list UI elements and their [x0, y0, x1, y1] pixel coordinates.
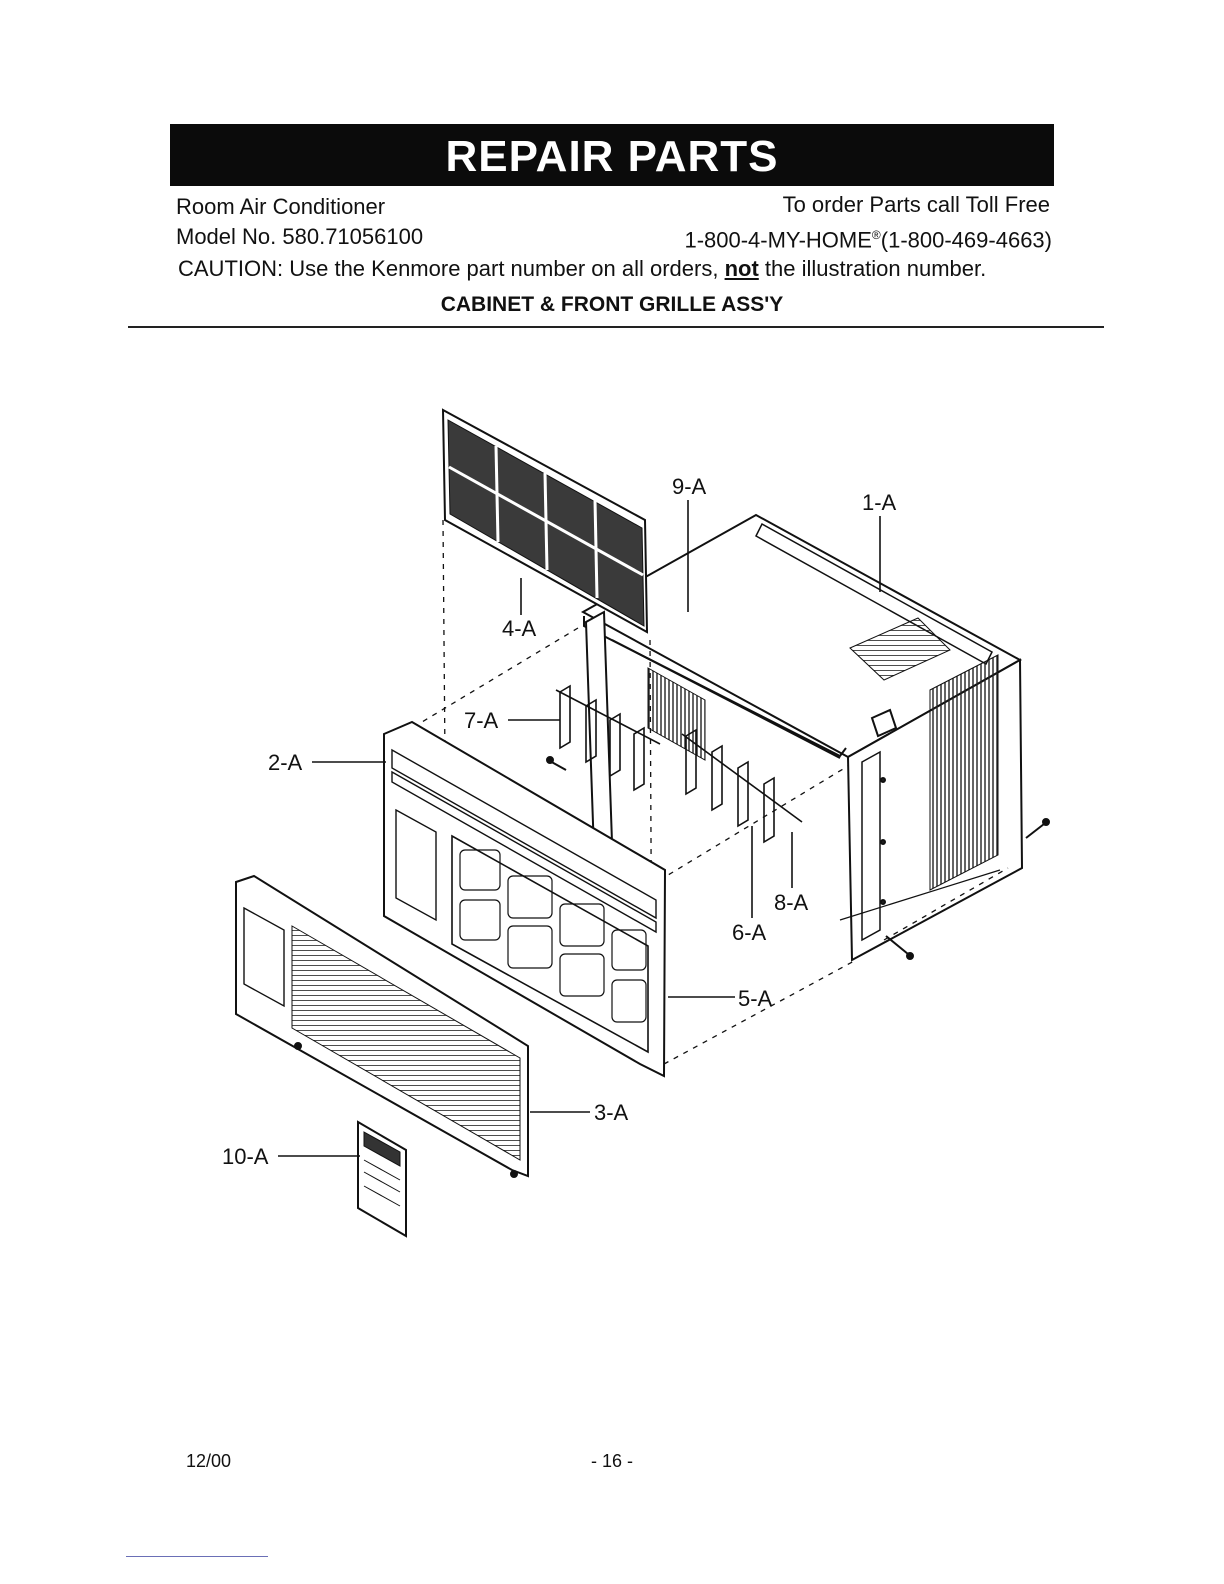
callout-3a: 3-A: [594, 1100, 629, 1125]
louver-right: [682, 730, 802, 842]
callout-4a: 4-A: [502, 616, 537, 641]
caution-suffix: the illustration number.: [764, 256, 987, 281]
order-prefix: To order: [782, 192, 864, 217]
order-parts: Parts: [869, 192, 921, 217]
callout-7a: 7-A: [464, 708, 499, 733]
phone-main: 1-800-4-MY-HOME: [684, 227, 872, 253]
callout-8a: 8-A: [774, 890, 809, 915]
callout-1a: 1-A: [862, 490, 897, 515]
section-title: CABINET & FRONT GRILLE ASS'Y: [440, 293, 784, 316]
callout-5a: 5-A: [738, 986, 773, 1011]
callout-6a: 6-A: [732, 920, 767, 945]
page-title: REPAIR PARTS: [445, 132, 779, 181]
caution-emphasis: not: [724, 256, 759, 281]
registered-mark: ®: [871, 228, 881, 242]
product-name: Room Air Conditioner: [176, 194, 386, 219]
footnote-rule: [126, 1556, 268, 1557]
callout-2a: 2-A: [268, 750, 303, 775]
callout-9a: 9-A: [672, 474, 707, 499]
order-suffix: call Toll Free: [926, 192, 1050, 217]
air-filter: [443, 410, 647, 632]
rating-label: [358, 1122, 406, 1236]
phone-alt: (1-800-469-4663): [880, 227, 1052, 253]
page-number: - 16 -: [590, 1451, 633, 1471]
caution-prefix: CAUTION: Use the Kenmore part number on all orders,: [178, 256, 719, 281]
callout-10a: 10-A: [222, 1144, 269, 1169]
footer-date: 12/00: [186, 1451, 232, 1471]
model-number: Model No. 580.71056100: [176, 224, 424, 249]
